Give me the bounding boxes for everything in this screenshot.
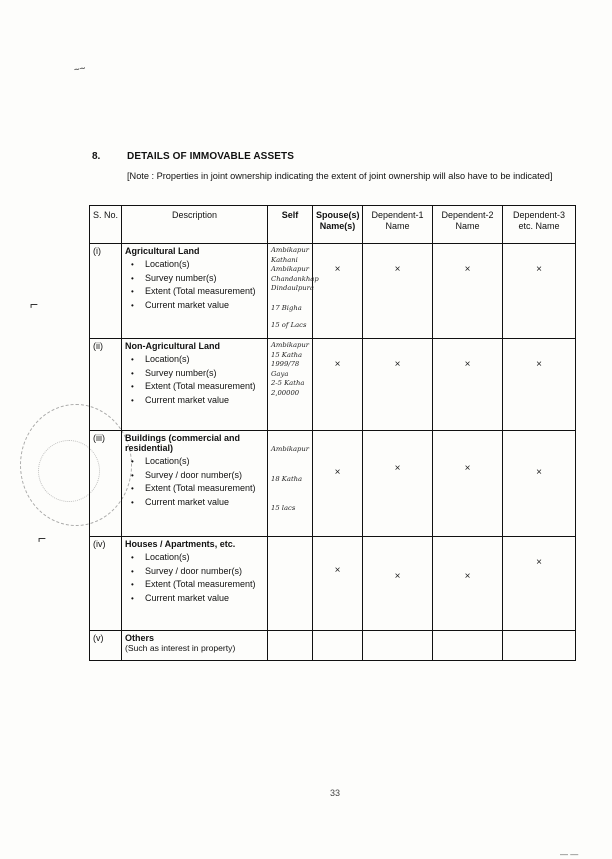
dependent-1-mark: × [363,537,433,631]
dependent-2-mark: × [433,244,503,339]
section-title: DETAILS OF IMMOVABLE ASSETS [127,151,294,162]
row-self-handwritten [268,244,319,339]
header-spouse: Spouse(s) Name(s) [313,206,363,244]
list-item: • Current market value [131,592,264,606]
table-row [90,631,576,661]
row-self-handwritten [268,431,313,537]
page-number: 33 [330,788,341,798]
list-item: • Survey number(s) [131,367,264,381]
margin-bracket: ⌐ [38,530,47,546]
dependent-3-mark [503,631,576,661]
list-item: • Survey / door number(s) [131,565,264,579]
row-sno: (iv) [90,537,122,631]
header-dependent-3: Dependent-3 etc. Name [503,206,576,244]
list-item: • Extent (Total measurement) [131,482,264,496]
margin-bracket: ⌐ [30,296,39,312]
dependent-2-mark: × [433,339,503,431]
header-dependent-1: Dependent-1 Name [363,206,433,244]
dependent-1-mark [363,631,433,661]
dependent-3-mark: × [503,537,576,631]
handwritten-entry: 15 lacs [271,504,296,512]
dependent-2-mark: × [433,537,503,631]
dependent-1-mark: × [363,431,433,537]
dependent-3-mark: × [503,339,576,431]
table-row [90,244,576,339]
dependent-3-mark: × [503,244,576,339]
row-self-handwritten [268,537,313,631]
table-row [90,537,576,631]
list-item: • Current market value [131,394,264,408]
dependent-1-mark: × [363,339,433,431]
handwritten-entry: Ambikapur [271,445,310,453]
handwritten-entry: 17 Bigha [271,303,302,312]
handwritten-entry: 15 of Lacs [271,321,307,329]
handwritten-entry: Ambikapur [271,341,310,349]
handwritten-entry: Ambikapur [271,265,310,273]
handwritten-entry: 2,00000 [271,388,300,397]
handwritten-entry: 15 Katha [271,350,303,359]
handwritten-entry: Kathani [271,255,298,264]
row-description [122,431,268,537]
list-item: • Location(s) [131,455,264,469]
section-note: [Note : Properties in joint ownership indicating the extent of joint ownership will also have to be indicated] [127,171,553,181]
list-item: • Survey number(s) [131,272,264,286]
handwritten-entry: Ambikapur [271,246,310,254]
row-description [122,339,268,431]
list-item: • Current market value [131,299,264,313]
immovable-assets-table [89,205,576,661]
handwritten-entry: Chandankhap [271,274,319,283]
dependent-2-mark: × [433,431,503,537]
header-sno: S. No. [90,206,122,244]
list-item: • Extent (Total measurement) [131,578,264,592]
table-row [90,431,576,537]
section-number: 8. [92,151,101,162]
table-header-row [90,206,576,244]
row-title: Agricultural Land [125,246,200,256]
dependent-2-mark [433,631,503,661]
row-description [122,631,268,661]
spouse-mark: × [313,537,363,631]
list-item: • Current market value [131,496,264,510]
handwritten-entry: Dindaulpura [271,284,314,292]
row-description [122,244,268,339]
row-sno: (v) [90,631,122,661]
header-description: Description [122,206,268,244]
list-item: • Location(s) [131,258,264,272]
row-sno: (i) [90,244,122,339]
row-subtitle: (Such as interest in property) [125,643,236,653]
table-row [90,339,576,431]
row-title: Others [125,633,155,643]
spouse-mark: × [313,339,363,431]
list-item: • Survey / door number(s) [131,469,264,483]
spouse-mark: × [313,244,363,339]
handwritten-entry: 18 Katha [271,474,303,483]
footer-mark: — — [560,850,579,859]
dependent-3-mark: × [503,431,576,537]
row-self-handwritten [268,631,313,661]
list-item: • Location(s) [131,551,264,565]
row-sno: (iii) [90,431,122,537]
handwritten-entry: Gaya [271,369,289,378]
row-self-handwritten [268,339,313,431]
row-sno: (ii) [90,339,122,431]
list-item: • Extent (Total measurement) [131,285,264,299]
header-self: Self [268,206,313,244]
row-description [122,537,268,631]
dependent-1-mark: × [363,244,433,339]
row-title: Houses / Apartments, etc. [125,539,236,549]
handwritten-entry: 1999/78 [271,360,300,368]
row-title: Non-Agricultural Land [125,341,220,351]
header-dependent-2: Dependent-2 Name [433,206,503,244]
spouse-mark: × [313,431,363,537]
row-title: Buildings (commercial and residential) [125,433,241,453]
list-item: • Extent (Total measurement) [131,380,264,394]
scan-mark: ~~ [73,63,87,76]
handwritten-entry: 2-5 Katha [271,379,305,387]
list-item: • Location(s) [131,353,264,367]
spouse-mark [313,631,363,661]
